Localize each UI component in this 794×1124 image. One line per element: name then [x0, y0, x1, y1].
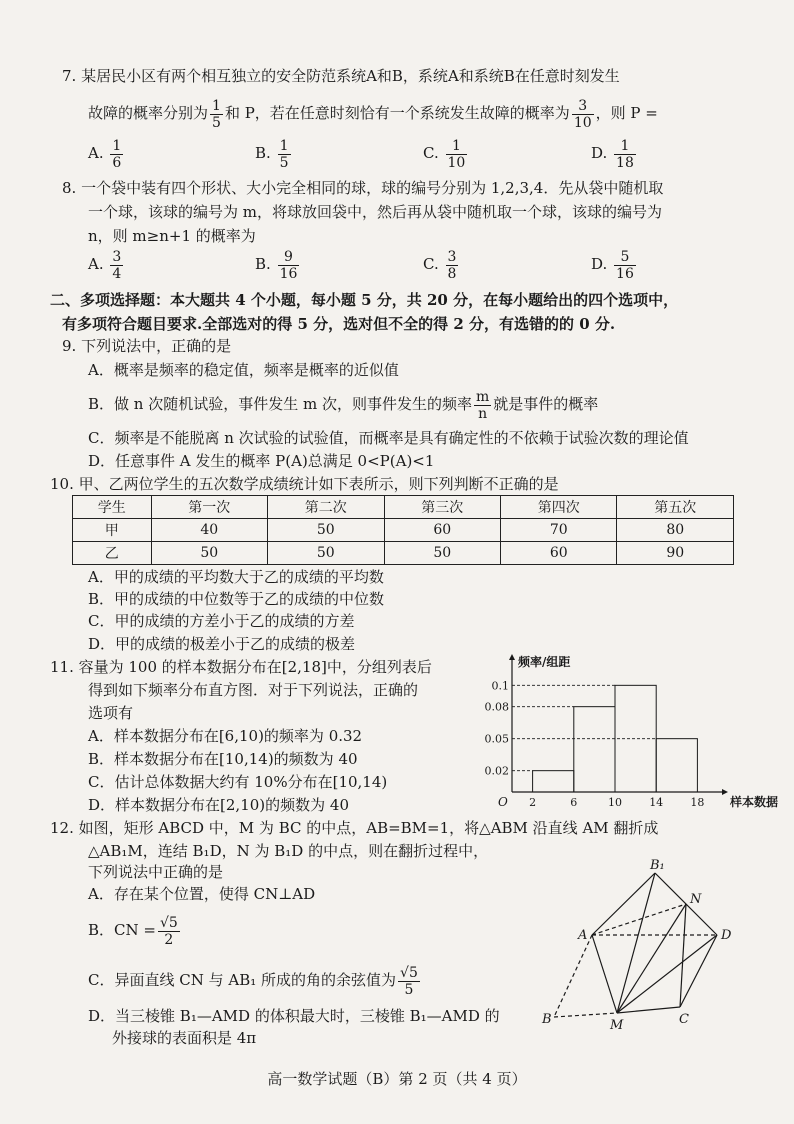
q8-stem-line3: n，则 m≥n+1 的概率为: [88, 227, 256, 245]
y-tick-label: 0.1: [491, 679, 509, 693]
q8-stem-line2: 一个球，该球的编号为 m，将球放回袋中，然后再从袋中随机取一个球，该球的编号为: [88, 203, 662, 221]
q11-option-a: A．样本数据分布在[6,10)的频率为 0.32: [88, 727, 363, 745]
section2-heading-line2: 有多项符合题目要求.全部选对的得 5 分，选对但不全的得 2 分，有选错的的 0 分.: [62, 315, 616, 333]
table-cell: 40: [151, 519, 267, 542]
label-c: C: [679, 1012, 689, 1027]
label-b: B: [542, 1012, 552, 1027]
q12-option-b: B．CN = $\frac{√5}{2}$: [88, 914, 178, 948]
q12-stem-line1: 12. 如图，矩形 ABCD 中，M 为 BC 的中点，AB=BM=1，将△ABM 沿直线 AM 翻折成: [50, 819, 659, 837]
table-cell: 50: [151, 542, 267, 565]
q10-option-c: C．甲的成绩的方差小于乙的成绩的方差: [88, 612, 355, 630]
table-header-cell: 学生: [73, 496, 152, 519]
q8-option-c: C. $\frac{3}{8}$: [423, 248, 457, 282]
q11-option-c: C．估计总体数据大约有 10%分布在[10,14): [88, 773, 388, 791]
q10-option-d: D．甲的成绩的极差小于乙的成绩的极差: [88, 635, 356, 653]
q11-stem-line1: 11. 容量为 100 的样本数据分布在[2,18]中，分组列表后: [50, 658, 432, 676]
x-tick-label: 18: [690, 796, 705, 809]
edge-a-b-dashed: [554, 935, 592, 1017]
q11-stem-line3: 选项有: [88, 704, 134, 722]
x-tick-label: 6: [570, 796, 578, 809]
q12-option-d-line2: 外接球的表面积是 4π: [112, 1029, 257, 1047]
edge-b-m-dashed: [554, 1013, 617, 1017]
x-tick-label: 14: [649, 796, 664, 809]
q7-stem-line2: 故障的概率分别为 $\frac{1}{5}$ 和 P，若在任意时刻恰有一个系统发生故障的概率为 $\frac{3}{10}$ ，则 P =: [88, 97, 658, 131]
q9-option-c: C．频率是不能脱离 n 次试验的试验值，而概率是具有确定性的不依赖于试验次数的理论值: [88, 429, 689, 447]
q12-option-d-line1: D．当三棱锥 B₁—AMD 的体积最大时，三棱锥 B₁—AMD 的: [88, 1007, 500, 1025]
q8-option-d: D. $\frac{5}{16}$: [591, 248, 634, 282]
q12-option-c: C．异面直线 CN 与 AB₁ 所成的角的余弦值为 $\frac{√5}{5}$: [88, 964, 418, 998]
section2-heading-line1: 二、多项选择题：本大题共 4 个小题，每小题 5 分，共 20 分，在每小题给出的四个选项中，: [50, 291, 679, 309]
q7-option-c: C. $\frac{1}{10}$: [423, 137, 466, 171]
q7-fraction-1: $\frac{1}{5}$: [212, 97, 221, 131]
table-header-cell: 第一次: [151, 496, 267, 519]
histogram-bar: [656, 739, 697, 792]
q11-option-b: B．样本数据分布在[10,14)的频数为 40: [88, 750, 358, 768]
q8-option-b: B. $\frac{9}{16}$: [255, 248, 298, 282]
edge-c-n: [680, 904, 686, 1007]
q10-stem: 10. 甲、乙两位学生的五次数学成绩统计如下表所示，则下列判断不正确的是: [50, 475, 559, 493]
edge-m-d: [617, 935, 717, 1013]
table-cell: 80: [617, 519, 734, 542]
table-cell: 50: [384, 542, 500, 565]
label-a: A: [578, 928, 588, 943]
q10-option-b: B．甲的成绩的中位数等于乙的成绩的中位数: [88, 590, 385, 608]
table-row: [73, 519, 734, 542]
table-cell: 50: [268, 519, 384, 542]
edge-c-d: [680, 935, 717, 1007]
label-d: D: [721, 928, 732, 943]
origin-label: O: [498, 795, 508, 809]
table-cell: 70: [501, 519, 617, 542]
table-header-cell: 第五次: [617, 496, 734, 519]
y-axis-arrow: [509, 654, 515, 660]
table-cell: 甲: [73, 519, 152, 542]
y-tick-label: 0.02: [484, 764, 509, 778]
histogram-bar: [574, 707, 615, 792]
q10-option-a: A．甲的成绩的平均数大于乙的成绩的平均数: [88, 568, 384, 586]
q12-stem-line2: △AB₁M，连结 B₁D，N 为 B₁D 的中点，则在翻折过程中，: [88, 842, 489, 860]
table-header-row: [73, 496, 734, 519]
x-axis-arrow: [722, 789, 728, 795]
q11-stem-line2: 得到如下频率分布直方图．对于下列说法，正确的: [88, 681, 419, 699]
x-tick-label: 10: [608, 796, 622, 809]
q10-score-table: [72, 495, 734, 565]
table-cell: 50: [268, 542, 384, 565]
label-b1: B₁: [650, 858, 665, 873]
histogram-bar: [615, 685, 656, 792]
frequency-histogram: [484, 652, 779, 812]
y-tick-label: 0.08: [484, 700, 509, 714]
q12-stem-line3: 下列说法中正确的是: [88, 863, 224, 881]
label-m: M: [610, 1018, 624, 1033]
table-cell: 90: [617, 542, 734, 565]
histogram-bar: [533, 771, 574, 792]
q9-option-d: D．任意事件 A 发生的概率 P(A)总满足 0<P(A)<1: [88, 452, 435, 470]
x-axis-label: 样本数据: [730, 795, 779, 809]
table-cell: 60: [501, 542, 617, 565]
q9-option-a: A．概率是频率的稳定值，频率是概率的近似值: [88, 361, 399, 379]
table-header-cell: 第二次: [268, 496, 384, 519]
q7-option-b: B. $\frac{1}{5}$: [255, 137, 289, 171]
table-row: [73, 542, 734, 565]
q12-option-a: A．存在某个位置，使得 CN⊥AD: [88, 885, 316, 903]
q7-stem-line1: 7. 某居民小区有两个相互独立的安全防范系统A和B，系统A和系统B在任意时刻发生: [62, 67, 620, 85]
q9-option-b: B．做 n 次随机试验，事件发生 m 次，则事件发生的频率 $\frac{m}{n}$ 就是事件的概率: [88, 388, 599, 422]
q9-stem: 9. 下列说法中，正确的是: [62, 337, 232, 355]
label-n: N: [690, 892, 702, 907]
edge-b1-a: [592, 873, 655, 935]
q7-fraction-2: $\frac{3}{10}$: [573, 97, 592, 131]
y-tick-label: 0.05: [484, 732, 509, 746]
page-footer: 高一数学试题（B）第 2 页（共 4 页）: [267, 1070, 527, 1088]
table-header-cell: 第三次: [384, 496, 500, 519]
edge-m-c: [617, 1007, 680, 1013]
edge-b1-m: [617, 873, 655, 1013]
table-cell: 60: [384, 519, 500, 542]
q8-option-a: A. $\frac{3}{4}$: [88, 248, 122, 282]
x-tick-label: 2: [529, 796, 537, 809]
q7-option-d: D. $\frac{1}{18}$: [591, 137, 634, 171]
q11-option-d: D．样本数据分布在[2,10)的频数为 40: [88, 796, 349, 814]
q7-option-a: A. $\frac{1}{6}$: [88, 137, 122, 171]
table-header-cell: 第四次: [501, 496, 617, 519]
edge-a-m: [592, 935, 617, 1013]
q8-stem-line1: 8. 一个袋中装有四个形状、大小完全相同的球，球的编号分别为 1,2,3,4．先从袋中随机取: [62, 179, 664, 197]
q12-geometry-figure: [540, 855, 740, 1035]
edge-m-n: [617, 904, 686, 1013]
y-axis-label: 频率/组距: [518, 655, 571, 669]
table-cell: 乙: [73, 542, 152, 565]
